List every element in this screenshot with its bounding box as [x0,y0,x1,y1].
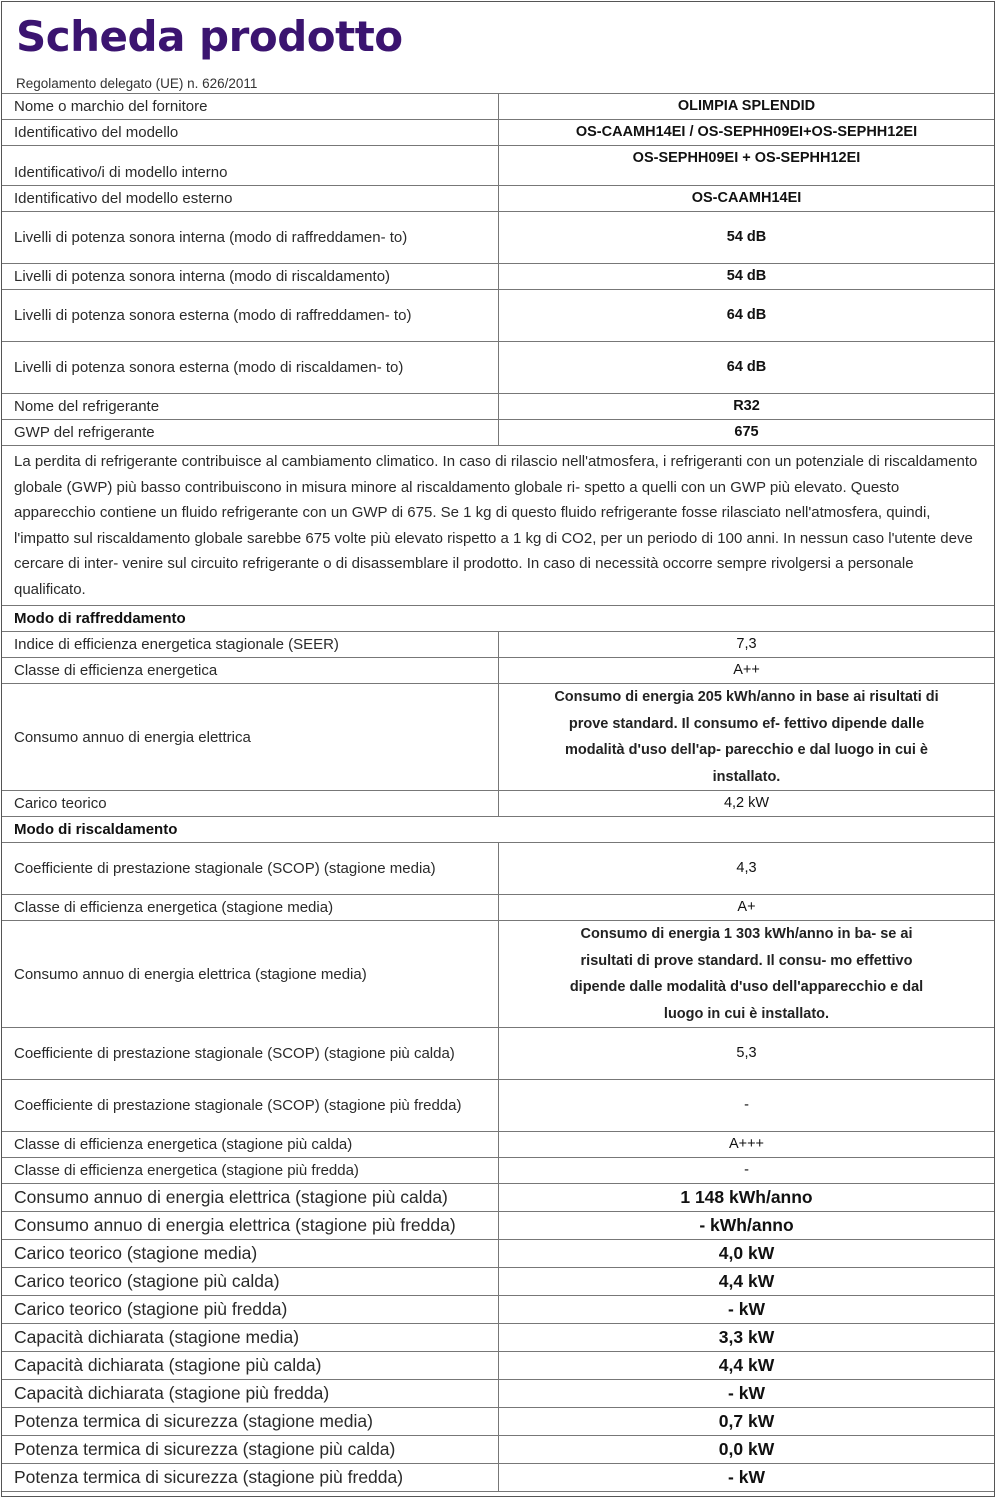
table-row [2,1028,994,1080]
row-value: OS-CAAMH14EI / OS-SEPHH09EI+OS-SEPHH12EI [499,120,995,146]
row-value: - [499,1080,995,1132]
table-row [2,212,994,264]
row-label: Livelli di potenza sonora esterna (modo di raffreddamen- to) [2,290,499,342]
table-row [2,895,994,921]
row-label: Nome o marchio del fornitore [2,94,499,120]
row-value: 54 dB [499,212,995,264]
row-label: Indice di efficienza energetica stagionale (SEER) [2,632,499,658]
table-row [2,1080,994,1132]
row-label: Consumo annuo di energia elettrica [2,684,499,791]
row-value: - [499,1158,995,1184]
table-row [2,1408,994,1436]
row-label: Identificativo del modello esterno [2,186,499,212]
table-row [2,290,994,342]
table-row [2,1436,994,1464]
row-value: OS-SEPHH09EI + OS-SEPHH12EI [499,146,995,186]
row-value: 54 dB [499,264,995,290]
table-row [2,1268,994,1296]
row-label: Classe di efficienza energetica [2,658,499,684]
section-heading-heating: Modo di riscaldamento [2,817,994,843]
table-row [2,394,994,420]
table-row [2,94,994,120]
row-label: Classe di efficienza energetica (stagione più calda) [2,1132,499,1158]
table-row [2,791,994,817]
row-value: 3,3 kW [499,1324,995,1352]
row-value: 0,0 kW [499,1436,995,1464]
table-row [2,1324,994,1352]
row-label: Coefficiente di prestazione stagionale (SCOP) (stagione più calda) [2,1028,499,1080]
table-row [2,1212,994,1240]
row-value: 4,3 [499,843,995,895]
table-row [2,1352,994,1380]
table-row [2,1380,994,1408]
row-label: Identificativo/i di modello interno [2,146,499,186]
row-value: 0,7 kW [499,1408,995,1436]
table-row [2,420,994,446]
row-value: Consumo di energia 1 303 kWh/anno in ba- se ai risultati di prove standard. Il consu- mo effettivo dipende dalle modalità d'uso dell'apparecchio e dal luogo in cui è installato. [499,921,995,1028]
row-label: Capacità dichiarata (stagione più fredda) [2,1380,499,1408]
table-row [2,1184,994,1212]
row-label: GWP del refrigerante [2,420,499,446]
row-label: Classe di efficienza energetica (stagione più fredda) [2,1158,499,1184]
row-label: Capacità dichiarata (stagione più calda) [2,1352,499,1380]
table-row [2,1240,994,1268]
row-value: - kW [499,1296,995,1324]
row-value: 64 dB [499,290,995,342]
row-value: 7,3 [499,632,995,658]
row-label: Potenza termica di sicurezza (stagione più calda) [2,1436,499,1464]
row-label: Carico teorico (stagione media) [2,1240,499,1268]
row-label: Consumo annuo di energia elettrica (stagione più calda) [2,1184,499,1212]
row-value: R32 [499,394,995,420]
row-value: 4,4 kW [499,1352,995,1380]
row-value: - kW [499,1464,995,1492]
table-row [2,120,994,146]
row-label: Capacità dichiarata (stagione media) [2,1324,499,1352]
table-row [2,1464,994,1492]
section-row [2,817,994,843]
row-value: 4,4 kW [499,1268,995,1296]
row-label: Carico teorico [2,791,499,817]
row-value: A+ [499,895,995,921]
table-row [2,921,994,1028]
row-value: - kW [499,1380,995,1408]
table-row [2,658,994,684]
row-value: A+++ [499,1132,995,1158]
refrigerant-notice: La perdita di refrigerante contribuisce al cambiamento climatico. In caso di rilascio nell'atmosfera, i refrigeranti con un potenziale di riscaldamento globale (GWP) più basso contribuiscono in misura minore al riscaldamento globale ri- spetto a quelli con un GWP più elevato. Questo apparecchio contiene un fluido refrigerante con un GWP di 675. Se 1 kg di questo fluido refrigerante fosse rilasciato nell'atmosfera, quindi, l'impatto sul riscaldamento globale sarebbe 675 volte più elevato rispetto a 1 kg di CO2, per un periodo di 100 anni. In nessun caso l'utente deve cercare di inter- venire sul circuito refrigerante o di disassemblare il prodotto. In caso di necessità occorre sempre rivolgersi a personale qualificato. [2,446,994,606]
row-label: Carico teorico (stagione più calda) [2,1268,499,1296]
page-title: Scheda prodotto [16,12,403,61]
product-table [2,93,994,1492]
row-value: 1 148 kWh/anno [499,1184,995,1212]
row-value: - kWh/anno [499,1212,995,1240]
table-row [2,684,994,791]
row-label: Coefficiente di prestazione stagionale (SCOP) (stagione media) [2,843,499,895]
table-row [2,632,994,658]
section-row [2,606,994,632]
row-value: 5,3 [499,1028,995,1080]
table-row [2,446,994,606]
row-label: Classe di efficienza energetica (stagione media) [2,895,499,921]
row-label: Potenza termica di sicurezza (stagione più fredda) [2,1464,499,1492]
row-label: Consumo annuo di energia elettrica (stagione più fredda) [2,1212,499,1240]
table-row [2,1158,994,1184]
row-label: Carico teorico (stagione più fredda) [2,1296,499,1324]
row-value: 4,0 kW [499,1240,995,1268]
table-row [2,264,994,290]
row-label: Consumo annuo di energia elettrica (stagione media) [2,921,499,1028]
row-value: 4,2 kW [499,791,995,817]
row-value: A++ [499,658,995,684]
row-label: Coefficiente di prestazione stagionale (SCOP) (stagione più fredda) [2,1080,499,1132]
row-label: Livelli di potenza sonora interna (modo di riscaldamento) [2,264,499,290]
section-heading-cooling: Modo di raffreddamento [2,606,994,632]
table-row [2,342,994,394]
row-label: Potenza termica di sicurezza (stagione media) [2,1408,499,1436]
row-label: Livelli di potenza sonora interna (modo di raffreddamen- to) [2,212,499,264]
table-row [2,843,994,895]
row-label: Nome del refrigerante [2,394,499,420]
row-value: OLIMPIA SPLENDID [499,94,995,120]
table-row [2,186,994,212]
row-label: Identificativo del modello [2,120,499,146]
table-row [2,146,994,186]
row-value: 675 [499,420,995,446]
row-value: 64 dB [499,342,995,394]
table-row [2,1296,994,1324]
regulation-reference: Regolamento delegato (UE) n. 626/2011 [16,76,258,91]
table-row [2,1132,994,1158]
row-value: OS-CAAMH14EI [499,186,995,212]
row-label: Livelli di potenza sonora esterna (modo di riscaldamen- to) [2,342,499,394]
row-value: Consumo di energia 205 kWh/anno in base ai risultati di prove standard. Il consumo ef- fettivo dipende dalle modalità d'uso dell'ap- parecchio e dal luogo in cui è installato. [499,684,995,791]
